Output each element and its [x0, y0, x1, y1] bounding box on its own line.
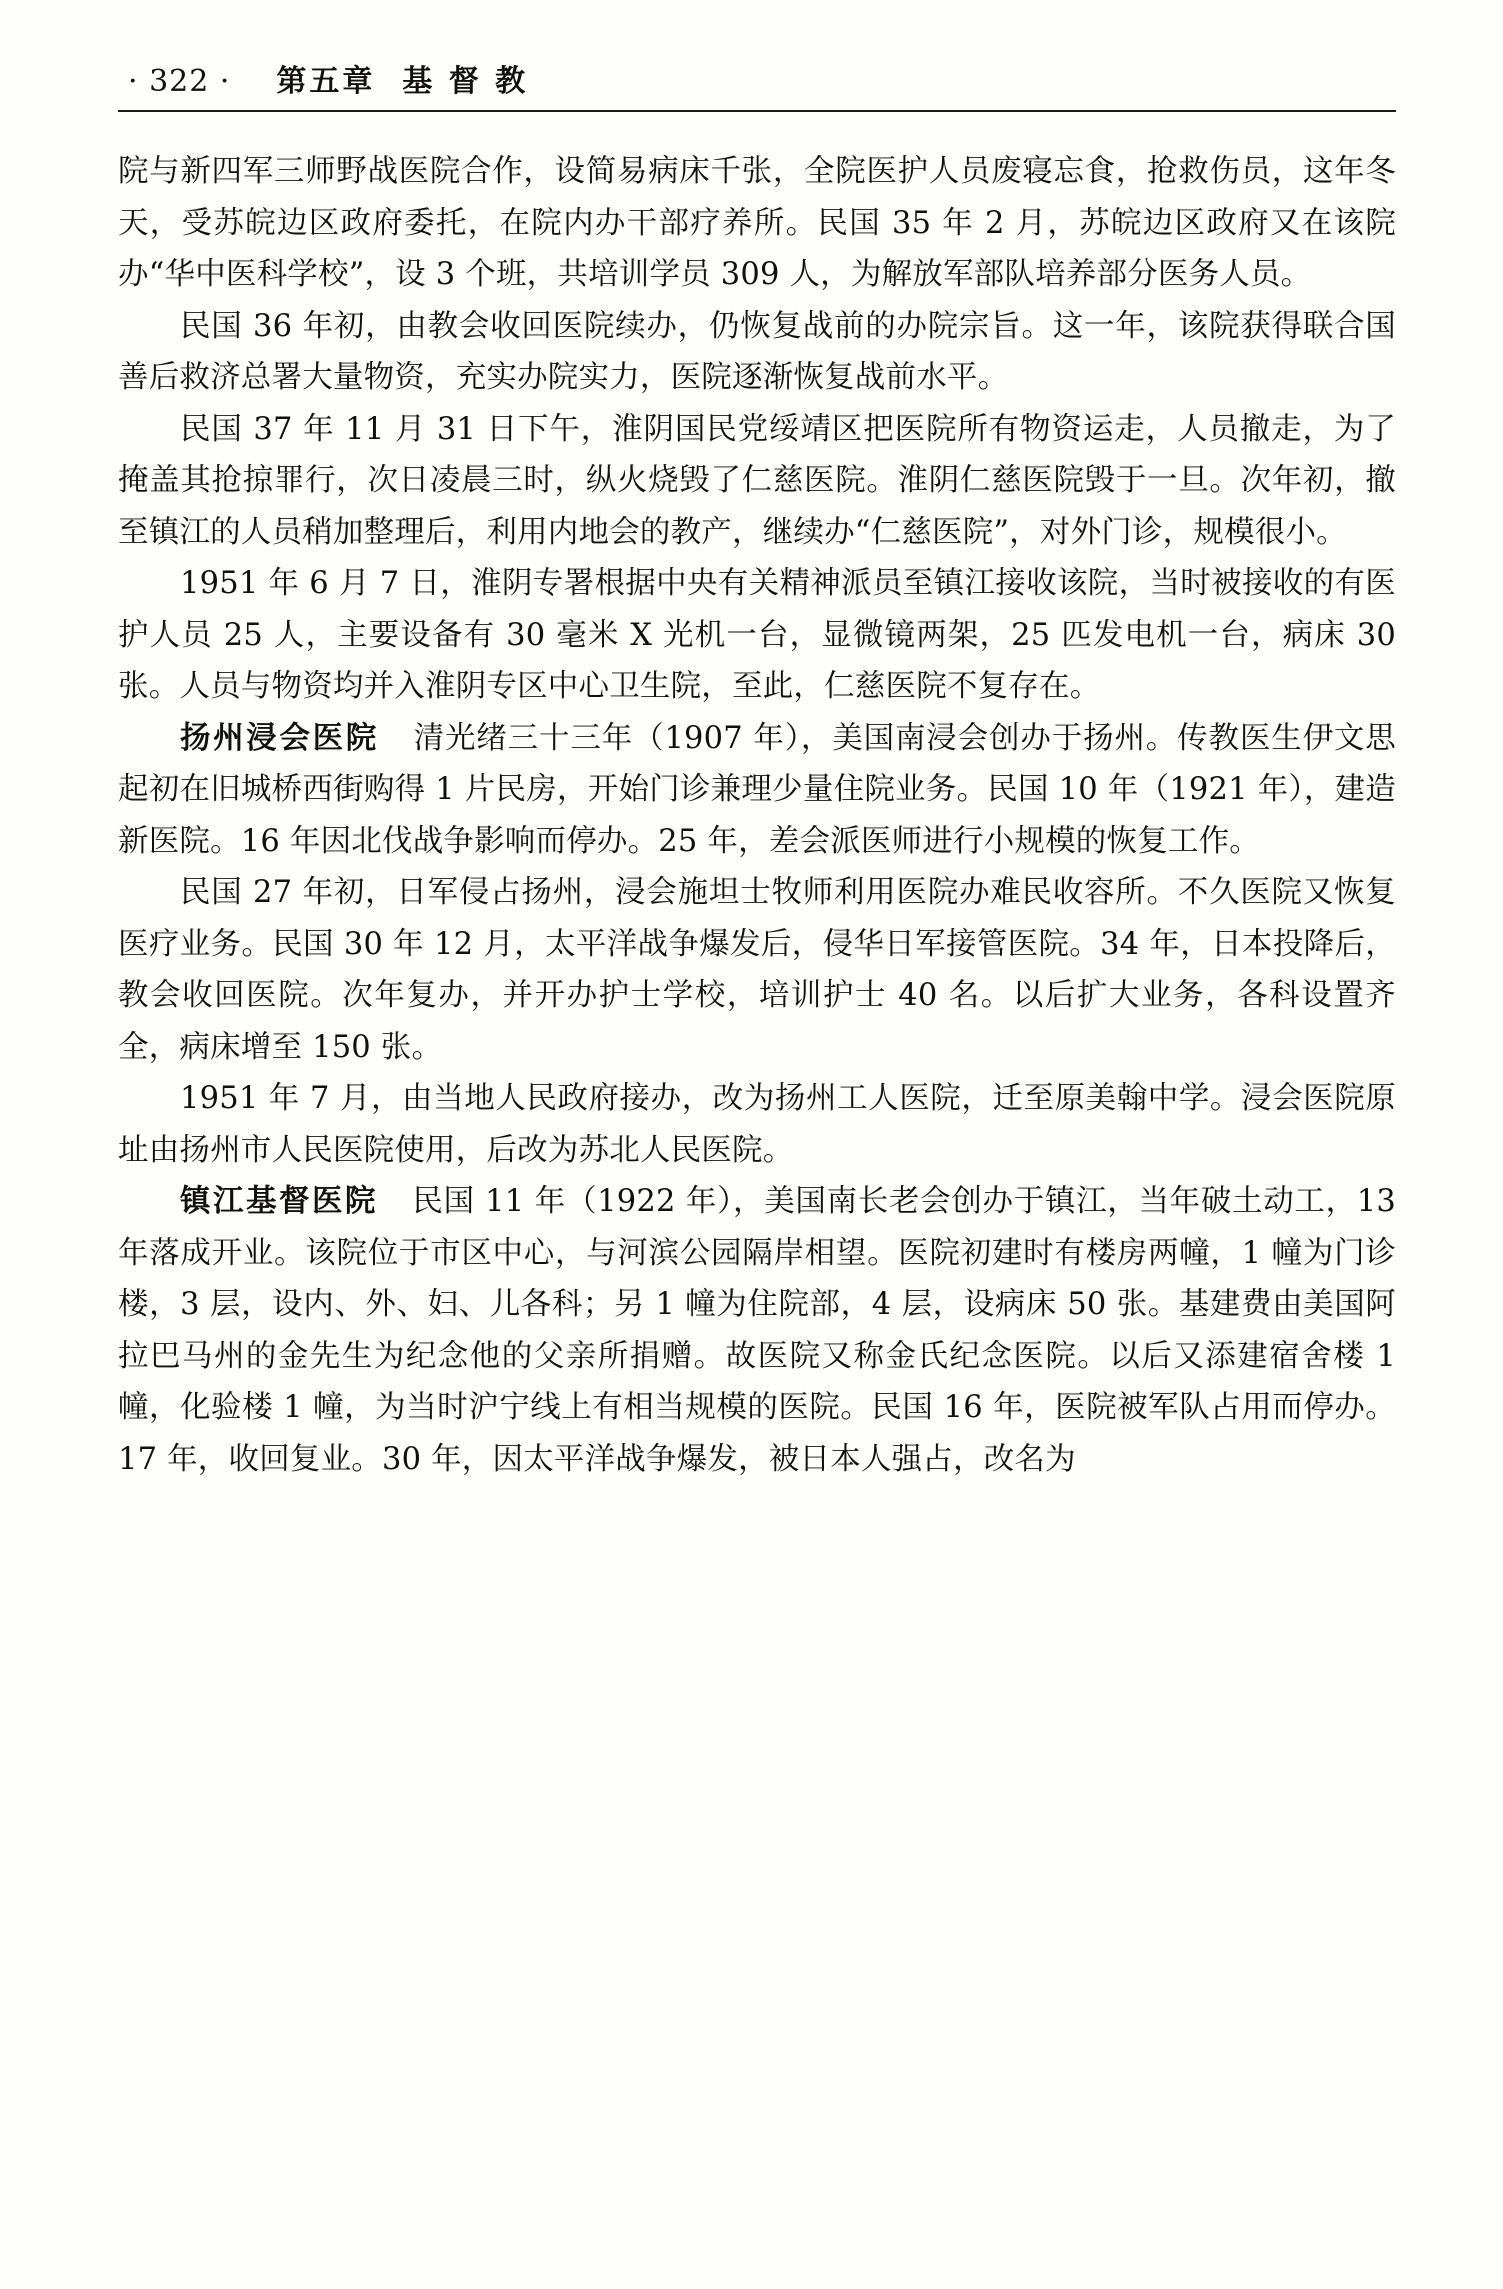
paragraph	[118, 867, 1396, 1073]
paragraph	[118, 558, 1396, 713]
page-header	[118, 56, 1396, 100]
paragraph	[118, 301, 1396, 404]
paragraph-text: 民国 27 年初，日军侵占扬州，浸会施坦士牧师利用医院办难民收容所。不久医院又恢复医疗业务。民国 30 年 12 月，太平洋战争爆发后，侵华日军接管医院。34 年，日本投降后，教会收回医院。次年复办，并开办护士学校，培训护士 40 名。以后扩大业务，各科设置齐全，病床增至 150 张。	[118, 875, 1396, 1065]
body-text	[118, 146, 1396, 1485]
header-divider	[118, 110, 1396, 112]
page-content	[118, 56, 1396, 1485]
paragraph-text: 民国 11 年（1922 年），美国南长老会创办于镇江，当年破土动工，13 年落成开业。该院位于市区中心，与河滨公园隔岸相望。医院初建时有楼房两幢，1 幢为门诊楼，3 层，设内、外、妇、儿各科；另 1 幢为住院部，4 层，设病床 50 张。基建费由美国阿拉巴马州的金先生为纪念他的父亲所捐赠。故医院又称金氏纪念医院。以后又添建宿舍楼 1 幢，化验楼 1 幢，为当时沪宁线上有相当规模的医院。民国 16 年，医院被军队占用而停办。17 年，收回复业。30 年，因太平洋战争爆发，被日本人强占，改名为	[118, 1184, 1396, 1477]
chapter-title: 第五章 基 督 教	[276, 64, 529, 99]
paragraph-text: 民国 36 年初，由教会收回医院续办，仍恢复战前的办院宗旨。这一年，该院获得联合国善后救济总署大量物资，充实办院实力，医院逐渐恢复战前水平。	[118, 308, 1396, 395]
paragraph-text: 1951 年 7 月，由当地人民政府接办，改为扬州工人医院，迁至原美翰中学。浸会医院原址由扬州市人民医院使用，后改为苏北人民医院。	[118, 1081, 1396, 1168]
paragraph-with-heading	[118, 713, 1396, 868]
page-number: · 322 ·	[128, 64, 231, 99]
inline-heading: 镇江基督医院	[180, 1183, 378, 1219]
paragraph	[118, 1073, 1396, 1176]
inline-heading: 扬州浸会医院	[180, 719, 379, 756]
paragraph-text: 1951 年 6 月 7 日，淮阴专署根据中央有关精神派员至镇江接收该院，当时被接收的有医护人员 25 人，主要设备有 30 毫米 X 光机一台，显微镜两架，25 匹发电机一台，病床 30 张。人员与物资均并入淮阴专区中心卫生院，至此，仁慈医院不复存在。	[118, 566, 1396, 704]
paragraph-text: 民国 37 年 11 月 31 日下午，淮阴国民党绥靖区把医院所有物资运走，人员撤走，为了掩盖其抢掠罪行，次日凌晨三时，纵火烧毁了仁慈医院。淮阴仁慈医院毁于一旦。次年初，撤至镇江的人员稍加整理后，利用内地会的教产，继续办“仁慈医院”，对外门诊，规模很小。	[118, 411, 1396, 550]
paragraph-text: 清光绪三十三年（1907 年），美国南浸会创办于扬州。传教医生伊文思起初在旧城桥西街购得 1 片民房，开始门诊兼理少量住院业务。民国 10 年（1921 年），建造新医院。16 年因北伐战争影响而停办。25 年，差会派医师进行小规模的恢复工作。	[118, 720, 1396, 859]
paragraph	[118, 146, 1396, 301]
paragraph-text: 院与新四军三师野战医院合作，设简易病床千张，全院医护人员废寝忘食，抢救伤员，这年冬天，受苏皖边区政府委托，在院内办干部疗养所。民国 35 年 2 月，苏皖边区政府又在该院办“华中医科学校”，设 3 个班，共培训学员 309 人，为解放军部队培养部分医务人员。	[118, 154, 1396, 292]
paragraph	[118, 404, 1396, 559]
paragraph-with-heading	[118, 1176, 1396, 1485]
